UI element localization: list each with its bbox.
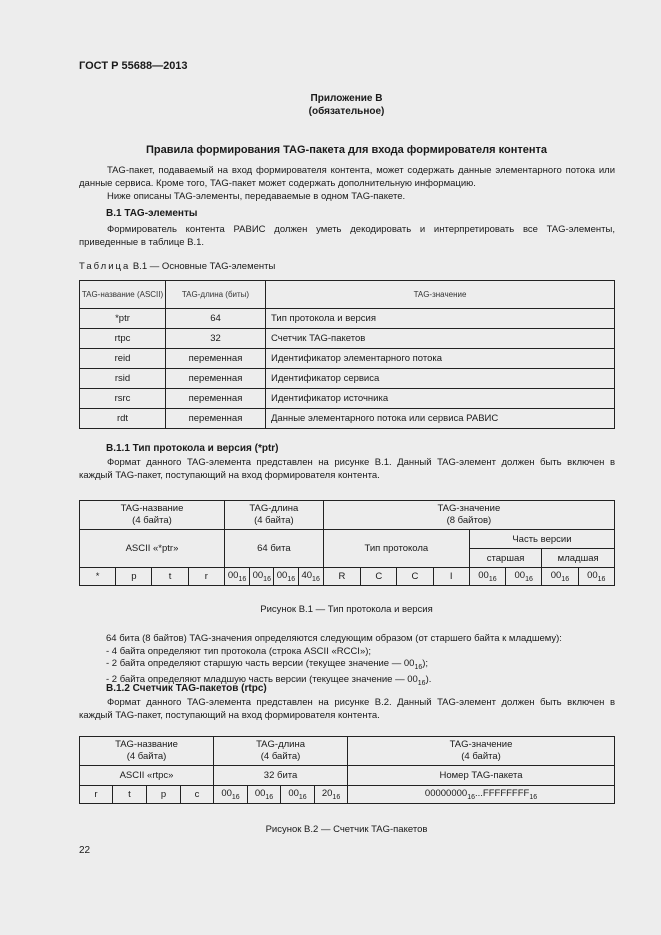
document-id: ГОСТ Р 55688—2013 (79, 60, 188, 72)
appendix-status: (обязательное) (308, 106, 385, 117)
explain-line-0: 64 бита (8 байтов) TAG-значения определяются следующим образом (от старшего байта к младшему): (106, 633, 562, 644)
table-row: *ptr 64 Тип протокола и версия (80, 309, 615, 329)
col-header-value: TAG-значение (266, 281, 615, 309)
explain-line-3: - 2 байта определяют младшую часть версии (текущее значение — $00_{16}$). (106, 674, 432, 688)
fig1-value-header: TAG-значение (8 байтов) (323, 501, 614, 530)
table-row: reid переменная Идентификатор элементарного потока (80, 349, 615, 369)
intro-paragraph-1: TAG-пакет, подаваемый на вход формирователя контента, может содержать данные элементарного потока или данные сервиса. Кроме того, TAG-пакет может содержать дополнительную информацию. (79, 165, 615, 189)
fig1-ascii: ASCII «*ptr» (80, 530, 225, 568)
fig2-name-header: TAG-название (4 байта) (80, 737, 214, 766)
fig1-length-header: TAG-длина (4 байта) (224, 501, 323, 530)
fig1-junior: младшая (542, 549, 615, 568)
fig1-proto: Тип протокола (323, 530, 469, 568)
b1-heading: В.1 TAG-элементы (106, 208, 198, 219)
fig1-version: Часть версии (469, 530, 614, 549)
fig1-bytes-row: * p t r $00_{16}$ $00_{16}$ $00_{16}$ $40_{16}$ R C C I $00_{16}$ $00_{16}$ $00_{16}$ $00_{16}$ (80, 568, 615, 586)
explain-line-1: - 4 байта определяют тип протокола (строка ASCII «RCCI»); (106, 645, 372, 657)
b12-heading: В.1.2 Счетчик TAG-пакетов (rtpc) (106, 683, 267, 694)
explain-line-2: - 2 байта определяют старшую часть версии (текущее значение — $00_{16}$); (106, 658, 429, 671)
figure-b2-table (79, 736, 615, 804)
fig1-senior: старшая (469, 549, 541, 568)
fig2-range: $00000000_{16}...FFFFFFFF_{16}$ (348, 786, 615, 804)
figure-b2-caption: Рисунок В.2 — Счетчик TAG-пакетов (265, 824, 428, 835)
fig1-header-row (80, 501, 615, 530)
table-row: rtpc 32 Счетчик TAG-пакетов (80, 329, 615, 349)
page-number: 22 (79, 845, 91, 856)
tag-elements-table (79, 280, 615, 429)
figure-b1-caption: Рисунок В.1 — Тип протокола и версия (260, 604, 433, 615)
table-row: rdt переменная Данные элементарного потока или сервиса РАВИС (80, 409, 615, 429)
fig2-bytes-row: r t p c $00_{16}$ $00_{16}$ $00_{16}$ $20_{16}$ $00000000_{16}...FFFFFFFF_{16}$ (80, 786, 615, 804)
fig2-row-2 (80, 766, 615, 786)
fig2-counter: Номер TAG-пакета (348, 766, 615, 786)
fig1-row-2 (80, 530, 615, 549)
fig2-header-row (80, 737, 615, 766)
table-row: rsid переменная Идентификатор сервиса (80, 369, 615, 389)
b1-paragraph: Формирователь контента РАВИС должен уметь декодировать и интерпретировать все TAG-элементы, приведенные в таблице В.1. (79, 224, 615, 248)
fig1-name-header: TAG-название (4 байта) (80, 501, 225, 530)
fig1-bits: 64 бита (224, 530, 323, 568)
b12-paragraph: Формат данного TAG-элемента представлен на рисунке В.2. Данный TAG-элемент должен быть включен в каждый TAG-пакет, поступающий на вход формирователя контента. (79, 697, 615, 721)
table-row: rsrc переменная Идентификатор источника (80, 389, 615, 409)
b11-paragraph: Формат данного TAG-элемента представлен на рисунке В.1. Данный TAG-элемент должен быть включен в каждый TAG-пакет, поступающий на вход формирователя контента. (79, 457, 615, 481)
b11-heading: В.1.1 Тип протокола и версия (*ptr) (106, 443, 279, 454)
fig2-value-header: TAG-значение (4 байта) (348, 737, 615, 766)
appendix-heading (79, 92, 614, 118)
col-header-length: TAG-длина (биты) (166, 281, 266, 309)
figure-b1-table (79, 500, 615, 586)
table-header-row (80, 281, 615, 309)
section-title: Правила формирования TAG-пакета для входа формирователя контента (146, 144, 547, 156)
table1-caption: Таблица В.1 — Основные TAG-элементы (79, 261, 276, 272)
fig2-bits: 32 бита (214, 766, 348, 786)
intro-paragraph-2: Ниже описаны TAG-элементы, передаваемые в одном TAG-пакете. (107, 191, 406, 202)
col-header-name: TAG-название (ASCII) (80, 281, 166, 309)
appendix-title: Приложение В (310, 93, 383, 104)
fig2-ascii: ASCII «rtpc» (80, 766, 214, 786)
fig2-length-header: TAG-длина (4 байта) (214, 737, 348, 766)
